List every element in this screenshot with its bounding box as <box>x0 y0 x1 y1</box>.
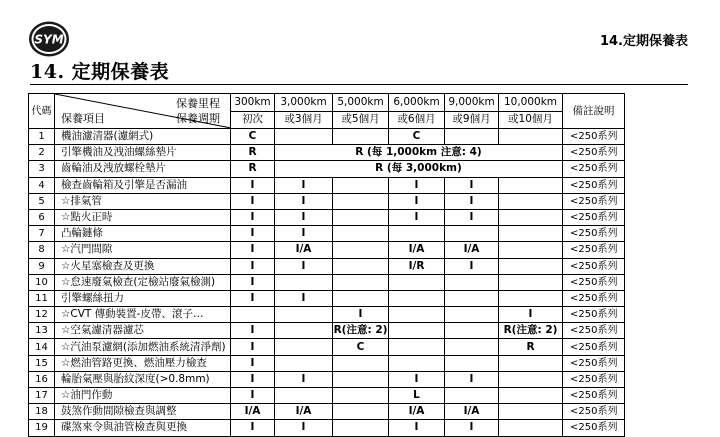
interval-cell <box>333 226 389 242</box>
period-header: 或5個月 <box>333 111 389 129</box>
table-row <box>29 323 625 339</box>
table-row <box>29 307 625 323</box>
interval-cell <box>499 404 563 420</box>
interval-cell <box>389 290 445 306</box>
diag-item-label: 保養項目 <box>61 112 105 125</box>
interval-cell: I <box>389 177 445 193</box>
interval-cell <box>333 258 389 274</box>
row-code: 4 <box>29 177 55 193</box>
interval-cell <box>499 371 563 387</box>
interval-cell: R <box>231 145 275 161</box>
interval-cell: I <box>275 290 333 306</box>
row-remark: <250系列 <box>563 371 625 387</box>
interval-cell: I <box>231 209 275 225</box>
interval-cell <box>333 404 389 420</box>
row-remark: <250系列 <box>563 129 625 145</box>
table-row <box>29 145 625 161</box>
interval-cell: I/R <box>389 258 445 274</box>
row-code: 11 <box>29 290 55 306</box>
period-header: 初次 <box>231 111 275 129</box>
table-row <box>29 388 625 404</box>
row-item: 機油濾清器(濾網式) <box>55 129 231 145</box>
interval-cell: I <box>275 371 333 387</box>
interval-cell: I <box>231 274 275 290</box>
row-item: 引擎螺絲扭力 <box>55 290 231 306</box>
row-code: 14 <box>29 339 55 355</box>
table-row <box>29 209 625 225</box>
row-item: ☆油門作動 <box>55 388 231 404</box>
interval-cell <box>389 274 445 290</box>
row-code: 10 <box>29 274 55 290</box>
interval-cell <box>333 209 389 225</box>
row-remark: <250系列 <box>563 274 625 290</box>
table-row <box>29 226 625 242</box>
row-item: 齒輪油及洩放螺栓墊片 <box>55 161 231 177</box>
interval-cell: C <box>333 339 389 355</box>
interval-cell <box>499 388 563 404</box>
row-item: 碟煞來令與油管檢查與更換 <box>55 420 231 436</box>
interval-cell <box>499 242 563 258</box>
interval-cell: I <box>275 177 333 193</box>
row-remark: <250系列 <box>563 307 625 323</box>
row-remark: <250系列 <box>563 323 625 339</box>
row-code: 9 <box>29 258 55 274</box>
row-item: ☆空氣濾清器濾芯 <box>55 323 231 339</box>
interval-cell: I <box>389 371 445 387</box>
row-code: 12 <box>29 307 55 323</box>
row-remark: <250系列 <box>563 388 625 404</box>
period-header: 或3個月 <box>275 111 333 129</box>
interval-cell <box>275 355 333 371</box>
interval-cell <box>333 274 389 290</box>
interval-cell: I <box>445 258 499 274</box>
row-code: 8 <box>29 242 55 258</box>
row-remark: <250系列 <box>563 161 625 177</box>
section-label: 14.定期保養表 <box>599 34 688 49</box>
row-remark: <250系列 <box>563 290 625 306</box>
interval-cell <box>445 226 499 242</box>
interval-cell: I <box>275 209 333 225</box>
row-item: ☆CVT 傳動裝置-皮帶、滾子… <box>55 307 231 323</box>
table-row <box>29 258 625 274</box>
interval-cell <box>499 258 563 274</box>
row-code: 19 <box>29 420 55 436</box>
mileage-header: 300km <box>231 94 275 112</box>
sym-logo <box>28 20 70 58</box>
interval-cell <box>275 323 333 339</box>
mileage-header: 3,000km <box>275 94 333 112</box>
row-item: ☆汽門間隙 <box>55 242 231 258</box>
table-row <box>29 290 625 306</box>
row-code: 7 <box>29 226 55 242</box>
interval-cell <box>275 274 333 290</box>
interval-cell: I <box>389 420 445 436</box>
interval-cell: C <box>389 129 445 145</box>
mileage-header: 10,000km <box>499 94 563 112</box>
period-header: 或9個月 <box>445 111 499 129</box>
table-row <box>29 339 625 355</box>
interval-cell <box>333 242 389 258</box>
row-remark: <250系列 <box>563 420 625 436</box>
row-remark: <250系列 <box>563 226 625 242</box>
table-row <box>29 420 625 436</box>
row-item: ☆燃油管路更換、燃油壓力檢查 <box>55 355 231 371</box>
interval-cell: L <box>389 388 445 404</box>
table-row <box>29 193 625 209</box>
row-remark: <250系列 <box>563 242 625 258</box>
interval-cell <box>499 129 563 145</box>
interval-cell: I/A <box>389 404 445 420</box>
period-header: 或10個月 <box>499 111 563 129</box>
interval-cell: I <box>445 420 499 436</box>
interval-cell: I <box>275 193 333 209</box>
table-row <box>29 371 625 387</box>
row-code: 5 <box>29 193 55 209</box>
interval-cell: I <box>231 242 275 258</box>
code-header: 代碼 <box>29 94 55 129</box>
interval-cell: I <box>231 258 275 274</box>
interval-cell <box>275 307 333 323</box>
interval-cell: I <box>231 226 275 242</box>
interval-cell <box>445 323 499 339</box>
interval-merged-cell: R (每 3,000km) <box>275 161 563 177</box>
interval-cell: I <box>231 323 275 339</box>
page-title: 14. 定期保養表 <box>30 61 170 83</box>
period-header: 或6個月 <box>389 111 445 129</box>
row-code: 13 <box>29 323 55 339</box>
interval-cell: R(注意: 2) <box>333 323 389 339</box>
row-item: 輪胎氣壓與胎紋深度(>0.8mm) <box>55 371 231 387</box>
interval-cell: I <box>389 209 445 225</box>
interval-cell: I/A <box>445 242 499 258</box>
interval-cell: I/A <box>275 242 333 258</box>
interval-cell: I <box>275 420 333 436</box>
interval-cell <box>499 209 563 225</box>
table-row <box>29 404 625 420</box>
interval-cell <box>499 290 563 306</box>
interval-cell <box>445 339 499 355</box>
interval-cell <box>445 388 499 404</box>
row-code: 3 <box>29 161 55 177</box>
interval-cell <box>445 274 499 290</box>
row-item: ☆點火正時 <box>55 209 231 225</box>
row-item: ☆怠速廢氣檢查(定檢站廢氣檢測) <box>55 274 231 290</box>
interval-cell: C <box>231 129 275 145</box>
interval-cell: I <box>231 339 275 355</box>
interval-cell <box>445 355 499 371</box>
mileage-header: 9,000km <box>445 94 499 112</box>
table-row <box>29 177 625 193</box>
interval-cell <box>333 371 389 387</box>
diag-mileage-label: 保養里程 <box>176 97 220 110</box>
interval-cell <box>275 388 333 404</box>
interval-cell <box>499 177 563 193</box>
svg-text:SYM: SYM <box>34 32 64 47</box>
interval-merged-cell: R (每 1,000km 注意: 4) <box>275 145 563 161</box>
interval-cell: R <box>499 339 563 355</box>
interval-cell <box>389 355 445 371</box>
interval-cell <box>445 129 499 145</box>
interval-cell <box>231 307 275 323</box>
row-remark: <250系列 <box>563 193 625 209</box>
row-remark: <250系列 <box>563 258 625 274</box>
interval-cell: I <box>389 193 445 209</box>
row-code: 18 <box>29 404 55 420</box>
interval-cell: I/A <box>231 404 275 420</box>
interval-cell <box>445 307 499 323</box>
interval-cell: I <box>231 420 275 436</box>
interval-cell: I <box>231 371 275 387</box>
interval-cell <box>333 290 389 306</box>
interval-cell <box>389 339 445 355</box>
row-remark: <250系列 <box>563 339 625 355</box>
interval-cell: I <box>231 193 275 209</box>
interval-cell: I <box>231 355 275 371</box>
diagonal-header-cell <box>55 94 231 129</box>
row-code: 6 <box>29 209 55 225</box>
interval-cell <box>333 420 389 436</box>
mileage-header: 6,000km <box>389 94 445 112</box>
interval-cell: I <box>445 177 499 193</box>
mileage-header: 5,000km <box>333 94 389 112</box>
table-row <box>29 161 625 177</box>
row-item: ☆火星塞檢查及更換 <box>55 258 231 274</box>
remarks-header: 備註說明 <box>563 94 625 129</box>
interval-cell <box>333 129 389 145</box>
interval-cell <box>499 193 563 209</box>
interval-cell: I <box>445 193 499 209</box>
interval-cell: R(注意: 2) <box>499 323 563 339</box>
row-remark: <250系列 <box>563 145 625 161</box>
interval-cell <box>499 274 563 290</box>
row-item: 檢查齒輪箱及引擎是否漏油 <box>55 177 231 193</box>
row-item: ☆汽油泵濾網(添加燃油系統清淨劑) <box>55 339 231 355</box>
interval-cell: I <box>445 209 499 225</box>
interval-cell: I/A <box>389 242 445 258</box>
row-item: ☆排氣管 <box>55 193 231 209</box>
interval-cell: I <box>333 307 389 323</box>
row-item: 引擎機油及洩油螺絲墊片 <box>55 145 231 161</box>
interval-cell: I <box>275 226 333 242</box>
interval-cell <box>333 355 389 371</box>
interval-cell <box>333 388 389 404</box>
interval-cell: I <box>231 388 275 404</box>
interval-cell: I <box>275 258 333 274</box>
interval-cell: I/A <box>445 404 499 420</box>
title-divider <box>30 84 688 85</box>
table-row <box>29 242 625 258</box>
interval-cell: I <box>499 307 563 323</box>
interval-cell <box>333 193 389 209</box>
interval-cell: I <box>231 177 275 193</box>
interval-cell: I/A <box>275 404 333 420</box>
row-remark: <250系列 <box>563 404 625 420</box>
interval-cell <box>389 323 445 339</box>
row-code: 1 <box>29 129 55 145</box>
interval-cell <box>389 226 445 242</box>
row-remark: <250系列 <box>563 355 625 371</box>
interval-cell: I <box>231 290 275 306</box>
table-row <box>29 129 625 145</box>
interval-cell: I <box>445 371 499 387</box>
table-row <box>29 274 625 290</box>
row-item: 鼓煞作動間隙檢查與調整 <box>55 404 231 420</box>
interval-cell <box>275 129 333 145</box>
diag-period-label: 保養週期 <box>176 112 220 125</box>
maintenance-table <box>28 93 625 437</box>
row-remark: <250系列 <box>563 209 625 225</box>
row-code: 2 <box>29 145 55 161</box>
interval-cell <box>389 307 445 323</box>
row-item: 凸輪鏈條 <box>55 226 231 242</box>
interval-cell <box>499 355 563 371</box>
row-remark: <250系列 <box>563 177 625 193</box>
interval-cell: R <box>231 161 275 177</box>
row-code: 16 <box>29 371 55 387</box>
interval-cell <box>499 420 563 436</box>
interval-cell <box>333 177 389 193</box>
row-code: 15 <box>29 355 55 371</box>
interval-cell <box>499 226 563 242</box>
interval-cell <box>445 290 499 306</box>
interval-cell <box>275 339 333 355</box>
table-row <box>29 355 625 371</box>
row-code: 17 <box>29 388 55 404</box>
